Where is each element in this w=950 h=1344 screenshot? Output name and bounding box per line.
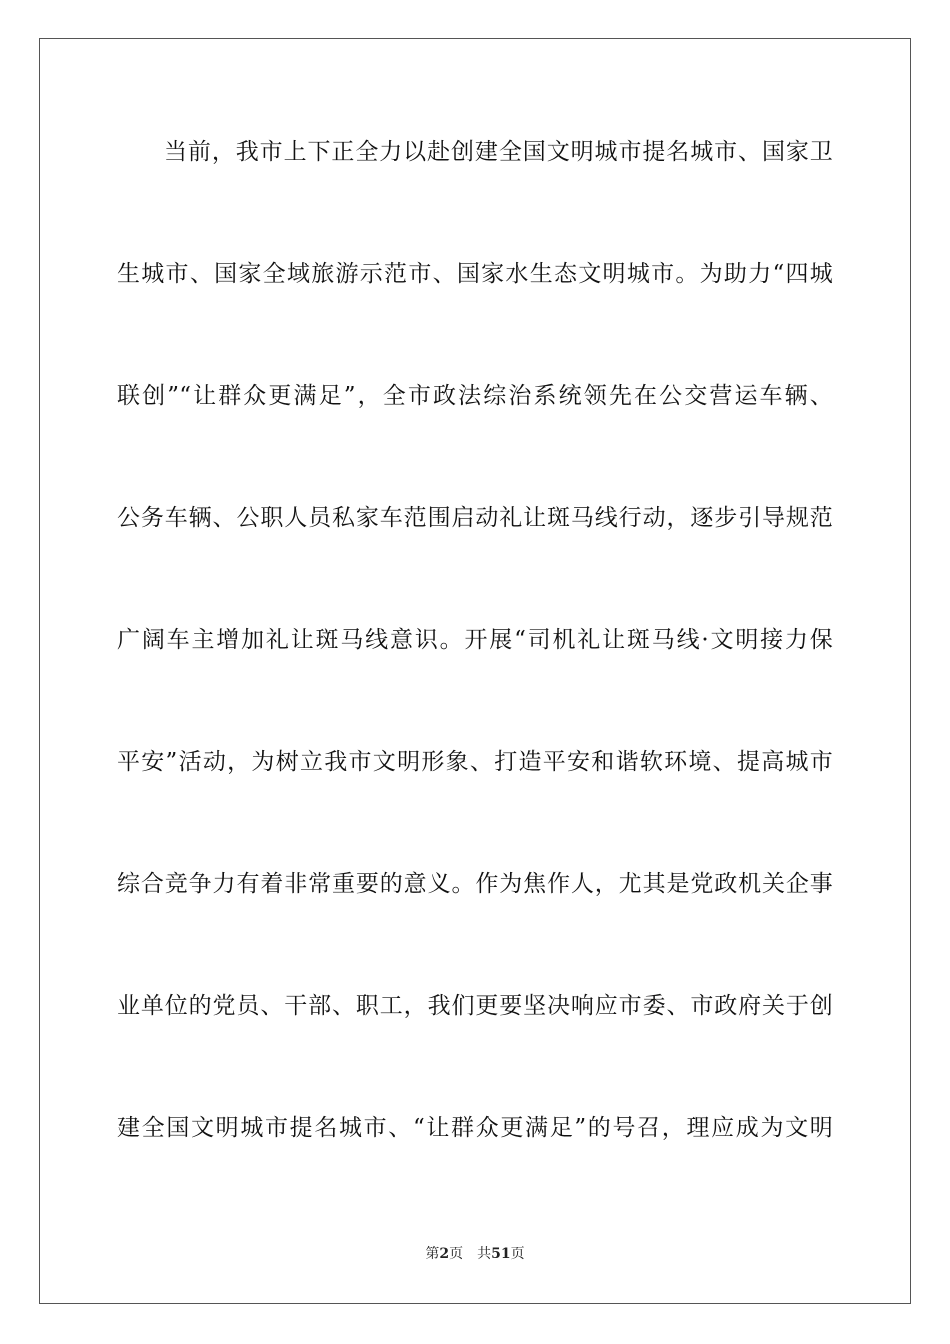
paragraph-line-1: 当前，我市上下正全力以赴创建全国文明城市提名城市、国家卫 (164, 139, 833, 165)
paragraph-line-7: 综合竞争力有着非常重要的意义。作为焦作人，尤其是党政机关企事 (117, 871, 833, 897)
page-label-prefix: 第 (425, 1246, 440, 1262)
paragraph-line-9: 建全国文明城市提名城市、“让群众更满足”的号召，理应成为文明 (117, 1115, 833, 1141)
paragraph-line-3: 联创”“让群众更满足”，全市政法综治系统领先在公交营运车辆、 (117, 383, 833, 409)
page-label-suffix: 页 (449, 1246, 464, 1262)
paragraph-line-5: 广阔车主增加礼让斑马线意识。开展“司机礼让斑马线·文明接力保 (117, 627, 833, 653)
page-number: 2 (439, 1246, 450, 1262)
total-label-prefix: 共 (477, 1246, 492, 1262)
page-footer (0, 1245, 950, 1263)
paragraph-line-6: 平安”活动，为树立我市文明形象、打造平安和谐软环境、提高城市 (117, 749, 833, 775)
total-label-suffix: 页 (510, 1246, 525, 1262)
total-pages: 51 (491, 1246, 511, 1262)
paragraph-line-8: 业单位的党员、干部、职工，我们更要坚决响应市委、市政府关于创 (117, 993, 833, 1019)
paragraph-line-4: 公务车辆、公职人员私家车范围启动礼让斑马线行动，逐步引导规范 (117, 505, 833, 531)
paragraph-line-2: 生城市、国家全域旅游示范市、国家水生态文明城市。为助力“四城 (117, 261, 833, 287)
